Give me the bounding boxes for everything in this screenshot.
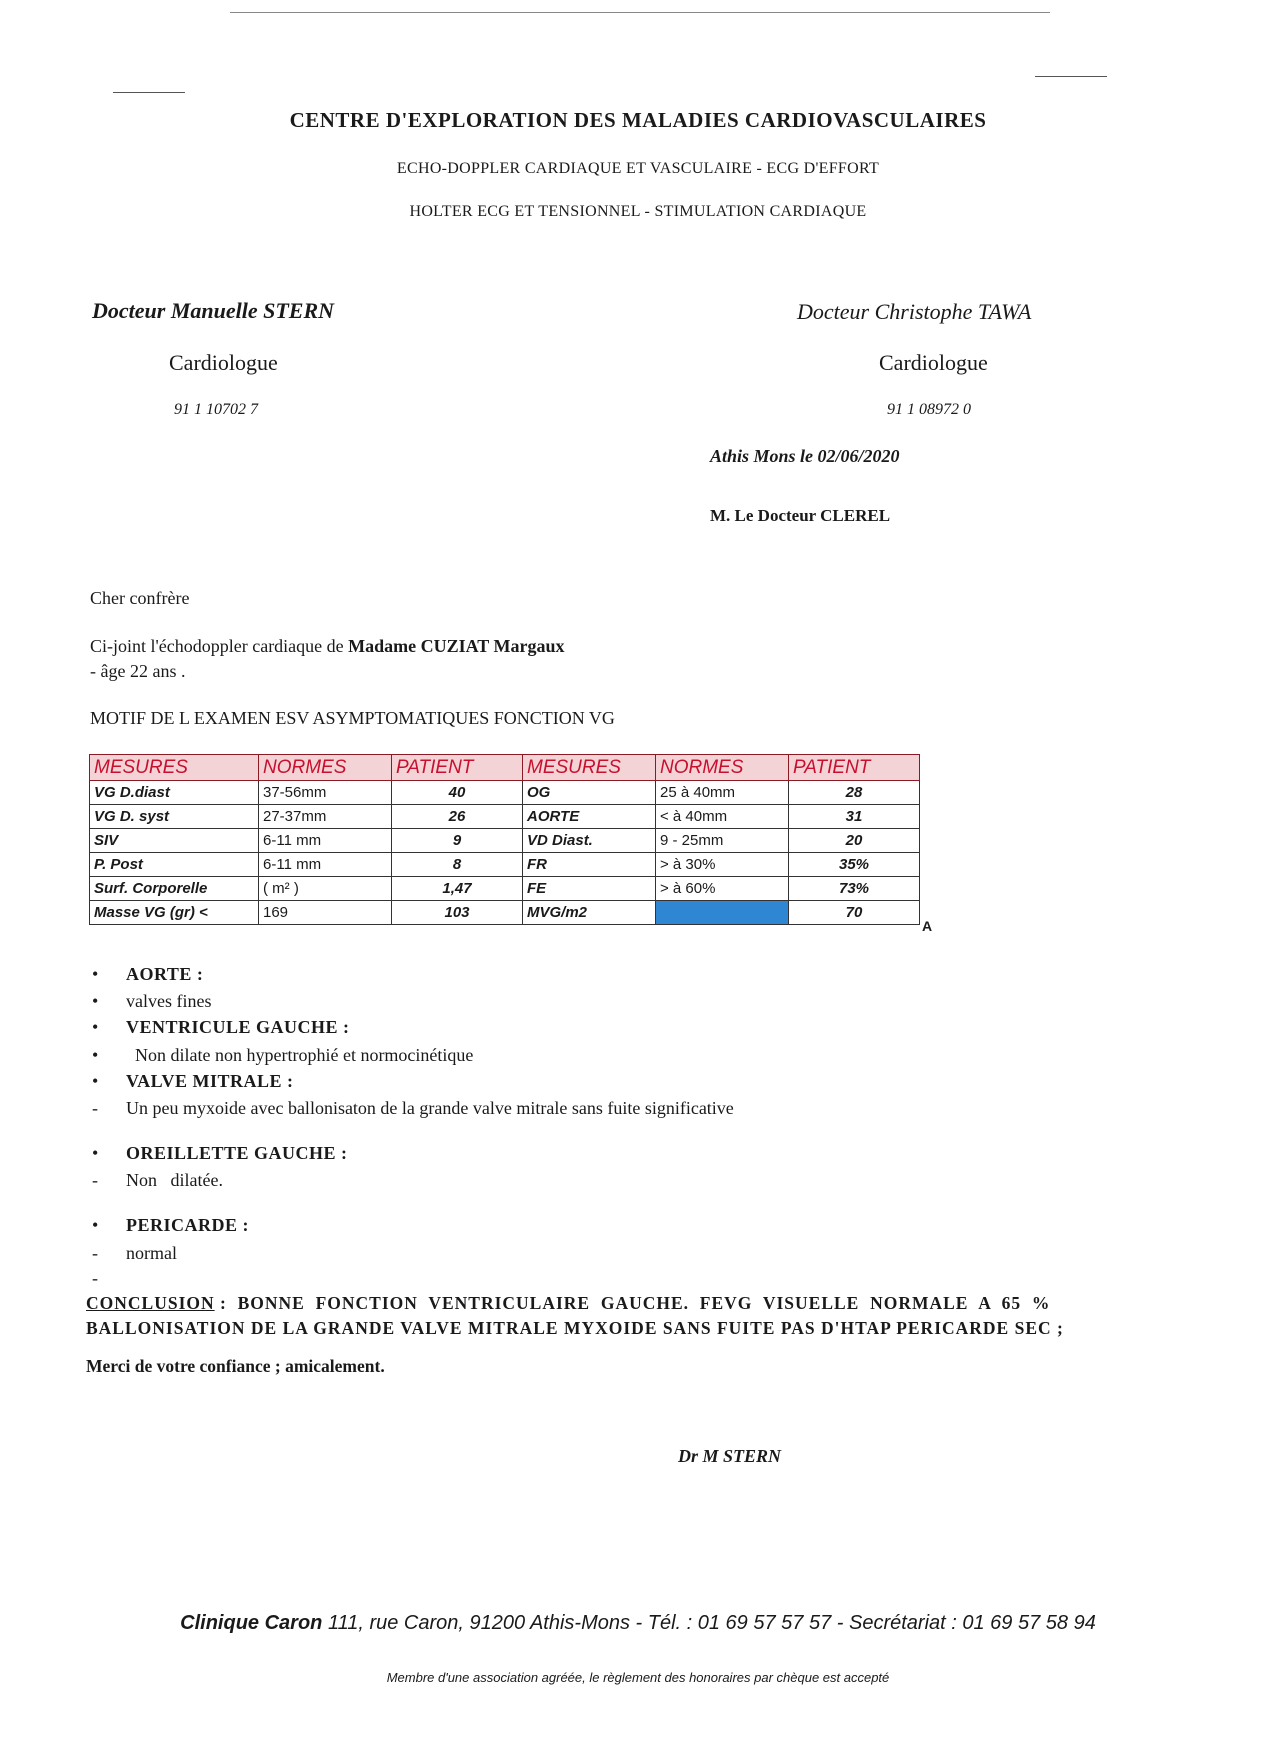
header-cell: PATIENT — [392, 755, 523, 781]
doctor-left-specialty: Cardiologue — [169, 350, 278, 375]
scan-mark-left — [113, 92, 185, 93]
header-cell: NORMES — [259, 755, 392, 781]
list-item — [92, 1170, 223, 1191]
highlighted-cell — [656, 901, 789, 925]
greeting: Cher confrère — [90, 588, 190, 608]
cell: 6-11 mm — [259, 829, 392, 853]
scan-top-edge — [230, 12, 1050, 13]
scan-mark-right — [1035, 76, 1107, 77]
bullet-marker: • — [92, 991, 99, 1011]
conclusion-label: CONCLUSION — [86, 1293, 215, 1313]
doctor-left-number: 91 1 10702 7 — [174, 401, 258, 418]
finding-text: Un peu myxoide avec ballonisaton de la grande valve mitrale sans fuite significative — [126, 1098, 734, 1118]
table-row — [90, 877, 920, 901]
header-cell: MESURES — [90, 755, 259, 781]
patient-name: Madame CUZIAT Margaux — [348, 636, 565, 656]
cell: 27-37mm — [259, 805, 392, 829]
finding-heading-vg: VENTRICULE GAUCHE : — [126, 1017, 350, 1037]
bullet-marker: • — [92, 1017, 99, 1037]
cell: AORTE — [523, 805, 656, 829]
header-cell: NORMES — [656, 755, 789, 781]
table-row — [90, 829, 920, 853]
document-title: CENTRE D'EXPLORATION DES MALADIES CARDIOVASCULAIRES — [289, 108, 987, 132]
table-row — [90, 805, 920, 829]
clinic-name: Clinique Caron — [180, 1612, 323, 1634]
list-item — [92, 1017, 350, 1038]
signature: Dr M STERN — [678, 1446, 782, 1466]
header-cell: PATIENT — [789, 755, 920, 781]
finding-text: Non dilate non hypertrophié et normocinétique — [126, 1045, 474, 1065]
intro-text: Ci-joint l'échodoppler cardiaque de — [90, 636, 344, 656]
list-item — [92, 1243, 177, 1264]
recipient: M. Le Docteur CLEREL — [710, 506, 891, 525]
cell: VD Diast. — [523, 829, 656, 853]
doctor-left-name: Docteur Manuelle STERN — [92, 298, 335, 323]
cell: 20 — [789, 829, 920, 853]
cell: 169 — [259, 901, 392, 925]
list-item — [92, 1143, 348, 1164]
finding-heading-og: OREILLETTE GAUCHE : — [126, 1143, 348, 1163]
measures-table — [89, 754, 920, 925]
cell: 8 — [392, 853, 523, 877]
cell: Surf. Corporelle — [90, 877, 259, 901]
cell: > à 60% — [656, 877, 789, 901]
list-item — [92, 1045, 473, 1066]
doctor-right-specialty: Cardiologue — [879, 350, 988, 375]
cell: 73% — [789, 877, 920, 901]
list-item — [92, 1215, 249, 1236]
clinic-address: 111, rue Caron, 91200 Athis-Mons - Tél. : 01 69 57 57 57 - Secrétariat : 01 69 57 58 94 — [322, 1612, 1096, 1634]
cell: 40 — [392, 781, 523, 805]
cell: MVG/m2 — [523, 901, 656, 925]
cell: FE — [523, 877, 656, 901]
list-item — [92, 964, 203, 985]
finding-heading-mitrale: VALVE MITRALE : — [126, 1071, 294, 1091]
conclusion-line-2: BALLONISATION DE LA GRANDE VALVE MITRALE MYXOIDE SANS FUITE PAS D'HTAP PERICARDE SEC ; — [86, 1318, 1064, 1338]
cell: 35% — [789, 853, 920, 877]
cell: 9 — [392, 829, 523, 853]
cell: < à 40mm — [656, 805, 789, 829]
cell: 26 — [392, 805, 523, 829]
list-item — [92, 1071, 294, 1092]
closing-line: Merci de votre confiance ; amicalement. — [86, 1356, 385, 1376]
doctor-right-name: Docteur Christophe TAWA — [797, 299, 1032, 324]
cell: 103 — [392, 901, 523, 925]
bullet-marker: • — [92, 1215, 99, 1235]
cell: 31 — [789, 805, 920, 829]
dash-marker: - — [92, 1170, 98, 1190]
cell: SIV — [90, 829, 259, 853]
finding-heading-aorte: AORTE : — [126, 964, 204, 984]
conclusion-line-1 — [86, 1293, 1158, 1314]
cell: OG — [523, 781, 656, 805]
bullet-marker: • — [92, 1143, 99, 1163]
list-item — [92, 1098, 734, 1119]
list-item — [92, 1268, 126, 1289]
cell: VG D. syst — [90, 805, 259, 829]
subtitle-line-1: ECHO-DOPPLER CARDIAQUE ET VASCULAIRE - ECG D'EFFORT — [396, 160, 880, 177]
intro-line — [90, 636, 564, 657]
table-trailing-mark: A — [922, 918, 933, 934]
finding-heading-pericarde: PERICARDE : — [126, 1215, 250, 1235]
cell: 28 — [789, 781, 920, 805]
date-line: Athis Mons le 02/06/2020 — [710, 446, 900, 466]
finding-text: normal — [126, 1243, 177, 1263]
dash-marker: - — [92, 1268, 98, 1288]
cell: 9 - 25mm — [656, 829, 789, 853]
cell: 25 à 40mm — [656, 781, 789, 805]
cell: Masse VG (gr) < — [90, 901, 259, 925]
table-row — [90, 901, 920, 925]
header-cell: MESURES — [523, 755, 656, 781]
table-header-row — [90, 755, 920, 781]
conclusion-text-1: : BONNE FONCTION VENTRICULAIRE GAUCHE. FEVG VISUELLE NORMALE A 65 % — [214, 1293, 1051, 1313]
cell: 1,47 — [392, 877, 523, 901]
patient-age: - âge 22 ans . — [90, 661, 186, 681]
cell: ( m² ) — [259, 877, 392, 901]
dash-marker: - — [92, 1098, 98, 1118]
cell: FR — [523, 853, 656, 877]
list-item — [92, 991, 211, 1012]
footer-note: Membre d'une association agréée, le règlement des honoraires par chèque est accepté — [386, 1670, 890, 1685]
cell: 6-11 mm — [259, 853, 392, 877]
bullet-marker: • — [92, 1045, 99, 1065]
finding-text: Non dilatée. — [126, 1170, 223, 1190]
cell: 37-56mm — [259, 781, 392, 805]
table-row — [90, 853, 920, 877]
finding-text: valves fines — [126, 991, 212, 1011]
footer-address — [0, 1612, 1276, 1635]
subtitle-line-2: HOLTER ECG ET TENSIONNEL - STIMULATION CARDIAQUE — [409, 203, 867, 220]
cell: P. Post — [90, 853, 259, 877]
doctor-right-number: 91 1 08972 0 — [887, 401, 971, 418]
cell: VG D.diast — [90, 781, 259, 805]
exam-motif: MOTIF DE L EXAMEN ESV ASYMPTOMATIQUES FONCTION VG — [90, 708, 615, 728]
dash-marker: - — [92, 1243, 98, 1263]
cell: > à 30% — [656, 853, 789, 877]
bullet-marker: • — [92, 1071, 99, 1091]
table-row — [90, 781, 920, 805]
cell: 70 — [789, 901, 920, 925]
bullet-marker: • — [92, 964, 99, 984]
